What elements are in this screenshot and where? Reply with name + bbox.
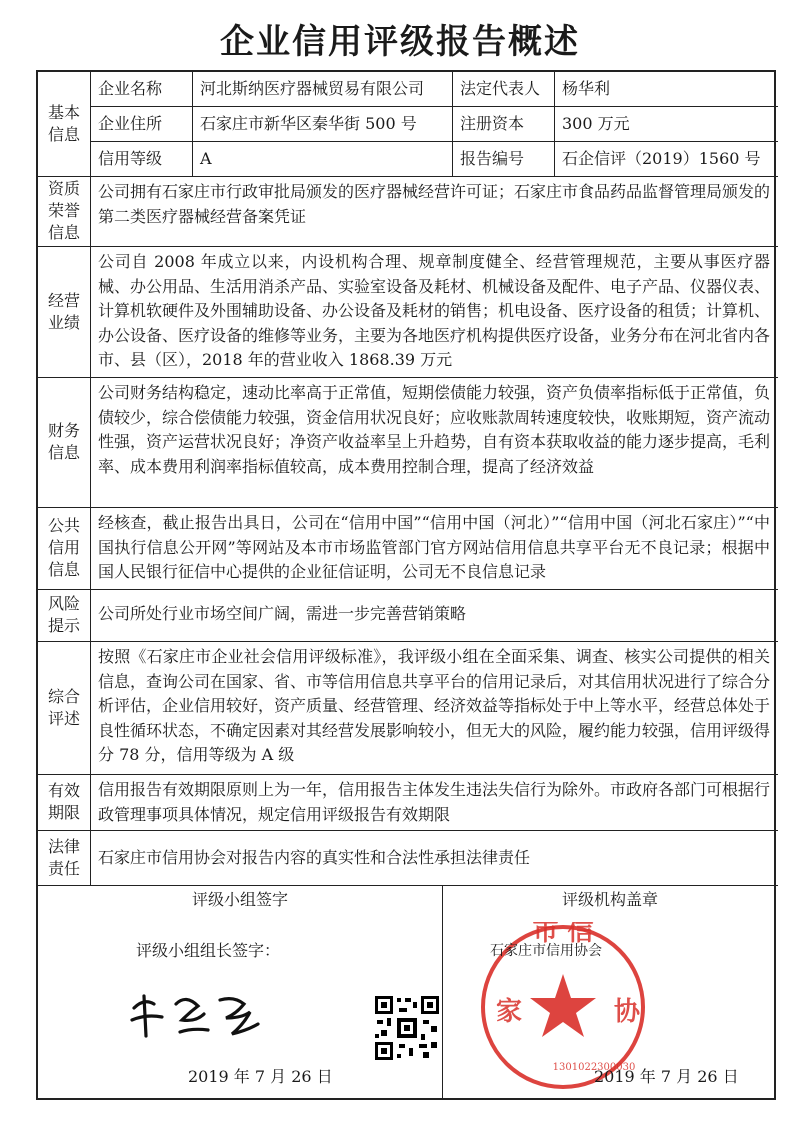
svg-text:家: 家 [496, 997, 523, 1027]
legal-rep-value: 杨华利 [562, 79, 611, 98]
section-label-performance: 经营业绩 [47, 290, 80, 332]
page-title: 企业信用评级报告概述 [220, 22, 580, 62]
section-text-public-credit: 经核查，截止报告出具日，公司在“信用中国”“信用中国（河北）”“信用中国（河北石家庄）”“中国执行信息公开网”等网站及本市市场监管部门官方网站信用信息共享平台无不良记录；根据中国人民银行征信中心提供的企业征信证明，公司无不良信息记录 [98, 513, 770, 581]
qr-code [373, 994, 441, 1062]
section-text-finance: 公司财务结构稳定，速动比率高于正常值，短期偿债能力较强，资产负债率指标低于正常值，负债较少，综合偿债能力较强，资金信用状况良好；应收账款周转速度较快，收账期短，资产流动性强，资产运营状况良好；净资产收益率呈上升趋势，自有资本获取收益的能力逐步提高，毛利率、成本费用利润率指标值较高，成本费用控制合理，提高了经济效益 [98, 383, 771, 476]
section-text-summary: 按照《石家庄市企业社会信用评级标准》，我评级小组在全面采集、调查、核实公司提供的相关信息，查询公司在国家、省、市等信用信息共享平台的信用记录后，对其信用状况进行了综合分析评估，企业信用较好，资产质量、经营管理、经济效益等指标处于中上等水平，经营总体处于良性循环状态，不确定因素对其经营发展影响较小，但无大的风险，履约能力较强，信用评级得分 78 分，信用等级为 A 级 [98, 647, 771, 764]
capital-value: 300 万元 [562, 114, 630, 133]
report-table [36, 70, 776, 1100]
team-leader-sign-label: 评级小组组长签字： [136, 941, 281, 960]
section-text-qualification: 公司拥有石家庄市行政审批局颁发的医疗器械经营许可证；石家庄市食品药品监督管理局颁发的第二类医疗器械经营备案凭证 [98, 182, 771, 226]
section-label-validity: 有效期限 [47, 781, 80, 822]
section-text-legal: 石家庄市信用协会对报告内容的真实性和合法性承担法律责任 [98, 848, 531, 867]
svg-text:市 信: 市 信 [532, 922, 594, 947]
section-text-validity: 信用报告有效期限原则上为一年，信用报告主体发生违法失信行为除外。市政府各部门可根据行政管理事项具体情况，规定信用评级报告有效期限 [98, 780, 771, 824]
credit-grade-value: A [200, 149, 212, 168]
basic-info-label: 基本信息 [47, 103, 80, 144]
section-label-public-credit: 公共信用信息 [47, 516, 80, 579]
handwritten-signature [124, 984, 284, 1044]
section-label-qualification: 资质荣誉信息 [47, 179, 80, 242]
rating-team-sign-header: 评级小组签字 [191, 890, 288, 909]
address-key: 企业住所 [98, 114, 163, 133]
credit-grade-key: 信用等级 [98, 149, 163, 168]
section-label-risk: 风险提示 [47, 594, 80, 635]
address-value: 石家庄市新华区秦华街 500 号 [200, 114, 417, 133]
section-label-finance: 财务信息 [47, 421, 80, 462]
agency-seal-date: 2019 年 7 月 26 日 [594, 1067, 739, 1086]
seal-number: 1301022300030 [552, 1062, 636, 1073]
capital-key: 注册资本 [460, 114, 525, 133]
section-text-risk: 公司所处行业市场空间广阔，需进一步完善营销策略 [98, 604, 467, 623]
rating-agency-seal-header: 评级机构盖章 [561, 890, 658, 909]
section-label-legal: 法律责任 [47, 836, 80, 878]
report-no-key: 报告编号 [460, 149, 525, 168]
team-sign-date: 2019 年 7 月 26 日 [188, 1067, 333, 1086]
stamp-caption: 石家庄市信用协会 [490, 943, 602, 959]
report-no-value: 石企信评（2019）1560 号 [562, 149, 761, 168]
section-label-summary: 综合评述 [47, 686, 80, 728]
svg-text:协: 协 [614, 997, 641, 1027]
company-name-value: 河北斯纳医疗器械贸易有限公司 [200, 79, 425, 98]
legal-rep-key: 法定代表人 [460, 79, 541, 98]
section-text-performance: 公司自 2008 年成立以来，内设机构合理、规章制度健全、经营管理规范，主要从事医疗器械、办公用品、生活用消杀产品、实验室设备及耗材、机械设备及配件、电子产品、仪器仪表、计算机软硬件及外围辅助设备、办公设备及耗材的销售；机电设备、医疗设备的租赁；计算机、办公设备、医疗设备的维修等业务，主要为各地医疗机构提供医疗设备，业务分布在河北省内各市、县（区），2018 年的营业收入 1868.39 万元 [98, 252, 771, 369]
company-name-key: 企业名称 [98, 79, 163, 98]
